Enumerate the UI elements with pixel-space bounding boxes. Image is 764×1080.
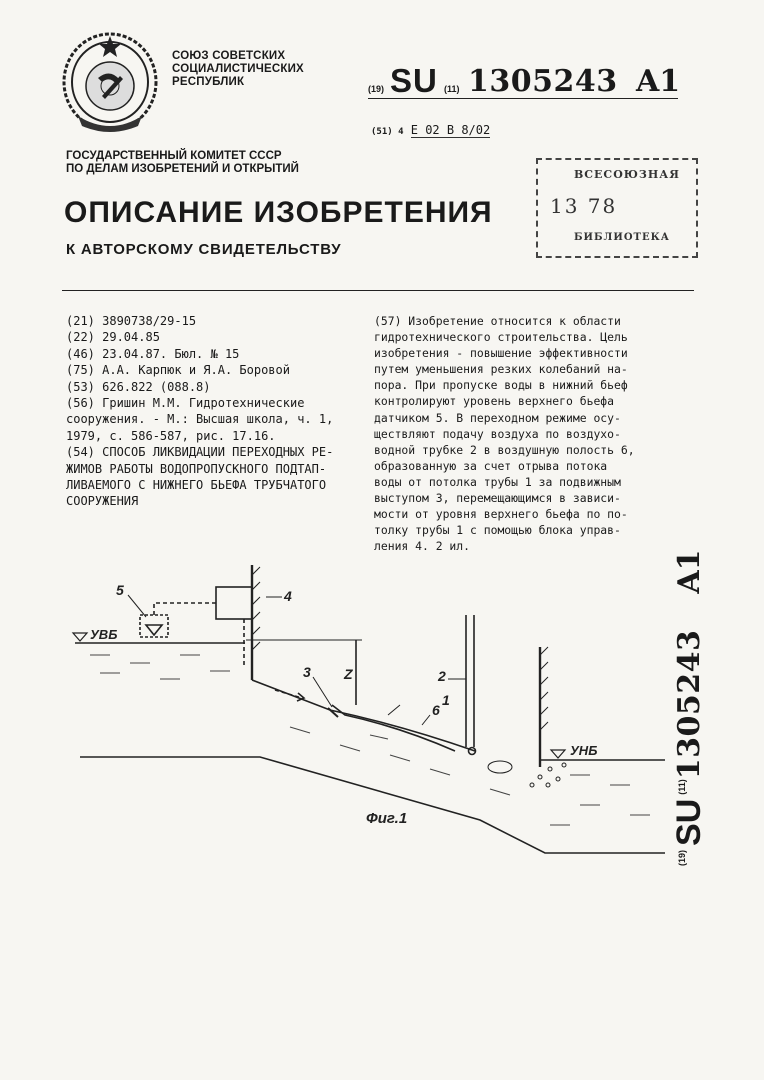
abstract-line: водной трубке 2 в воздушную полость 6, — [374, 442, 635, 457]
biblio-line: сооружения. - М.: Высшая школа, ч. 1, — [66, 412, 334, 427]
figure-1-drawing — [70, 555, 670, 855]
biblio-line: (22) 29.04.85 — [66, 330, 160, 345]
country-code: SU — [390, 62, 438, 99]
abstract-line: мости от уровня верхнего бьефа по по- — [374, 507, 628, 522]
side-code-19: (19) — [677, 849, 687, 866]
patent-number: 1305243 — [468, 64, 618, 99]
library-stamp — [536, 158, 698, 258]
label-uvb: УВБ — [90, 627, 118, 642]
union-line-2: СОЦИАЛИСТИЧЕСКИХ — [172, 63, 304, 75]
biblio-line: (46) 23.04.87. Бюл. № 15 — [66, 346, 240, 361]
biblio-line: (53) 626.822 (088.8) — [66, 379, 211, 394]
uvb-level-mark-icon — [73, 633, 87, 641]
control-block — [216, 587, 252, 619]
committee-line-2: ПО ДЕЛАМ ИЗОБРЕТЕНИЙ И ОТКРЫТИЙ — [66, 163, 299, 175]
stamp-line-3: БИБЛИОТЕКА — [574, 232, 670, 243]
callout-5: 5 — [116, 582, 124, 598]
callout-3: 3 — [303, 664, 311, 680]
abstract-line: образованную за счет отрыва потока — [374, 458, 608, 473]
ussr-emblem-icon — [58, 28, 162, 136]
tube-ceiling — [252, 680, 475, 751]
side-patent-number-value: 1305243 — [671, 629, 707, 780]
callout-6: 6 — [432, 702, 440, 718]
biblio-line: (56) Гришин М.М. Гидротехнические — [66, 396, 305, 411]
abstract-text — [374, 313, 694, 554]
title-rule — [62, 290, 694, 291]
biblio-line: СООРУЖЕНИЯ — [66, 494, 139, 509]
label-z: Z — [344, 666, 353, 682]
stamp-line-2: 13 78 — [550, 194, 618, 218]
abstract-line: воды от потолка трубы 1 за подвижным — [374, 474, 621, 489]
bibliographic-data — [66, 313, 366, 510]
patent-number-block — [368, 62, 681, 102]
side-code-11: (11) — [677, 779, 687, 795]
unb-level-mark-icon — [551, 750, 565, 758]
code-19: (19) — [368, 84, 385, 94]
header-rule — [368, 98, 678, 99]
water-dashes — [90, 655, 650, 825]
side-patent-kind: A1 — [671, 549, 707, 594]
callout-1: 1 — [442, 692, 450, 708]
outlet-turbulence — [488, 761, 566, 787]
committee-name — [66, 150, 299, 176]
callout-4: 4 — [284, 588, 292, 604]
ipc-classification — [371, 123, 490, 137]
code-11: (11) — [444, 84, 460, 94]
abstract-line: изобретения - повышение эффективности — [374, 346, 628, 361]
union-name — [172, 50, 304, 89]
stamp-line-1: ВСЕСОЮЗНАЯ — [574, 168, 680, 181]
committee-line-1: ГОСУДАРСТВЕННЫЙ КОМИТЕТ СССР — [66, 150, 282, 162]
patent-kind: A1 — [636, 64, 681, 99]
abstract-line: выступом 3, перемещающимся в зависи- — [374, 491, 621, 506]
abstract-line: пора. При пропуске воды в нижний бьеф — [374, 378, 628, 393]
callout-2: 2 — [438, 668, 446, 684]
biblio-line: (54) СПОСОБ ЛИКВИДАЦИИ ПЕРЕХОДНЫХ РЕ- — [66, 445, 334, 460]
label-unb: УНБ — [570, 743, 598, 758]
ipc-label: (51) 4 — [371, 127, 404, 137]
ipc-code: E 02 B 8/02 — [410, 123, 491, 137]
abstract-line: датчиком 5. В переходном режиме осу- — [374, 410, 621, 425]
biblio-line: (75) А.А. Карпюк и Я.А. Боровой — [66, 363, 290, 378]
abstract-line: гидротехнического строительства. Цель — [374, 330, 628, 345]
abstract-line: ления 4. 2 ил. — [374, 539, 471, 554]
level-sensor-box — [140, 615, 168, 637]
figure-caption: Фиг.1 — [366, 810, 408, 827]
union-line-3: РЕСПУБЛИК — [172, 76, 245, 88]
side-patent-number — [664, 548, 714, 866]
document-title: ОПИСАНИЕ ИЗОБРЕТЕНИЯ — [64, 196, 493, 229]
biblio-line: ЖИМОВ РАБОТЫ ВОДОПРОПУСКНОГО ПОДТАП- — [66, 461, 327, 476]
abstract-line: путем уменьшения резких колебаний на- — [374, 362, 628, 377]
abstract-line: толку трубы 1 с помощью блока управ- — [374, 523, 621, 538]
abstract-line: ществляют подачу воздуха по воздухо- — [374, 426, 621, 441]
biblio-line: 1979, с. 586-587, рис. 17.16. — [66, 428, 276, 443]
abstract-line: (57) Изобретение относится к области — [374, 314, 621, 328]
side-country-code: SU — [669, 798, 708, 846]
union-line-1: СОЮЗ СОВЕТСКИХ — [172, 50, 286, 62]
biblio-line: (21) 3890738/29-15 — [66, 314, 197, 328]
abstract-line: контролируют уровень верхнего бьефа — [374, 394, 615, 409]
document-subtitle: К АВТОРСКОМУ СВИДЕТЕЛЬСТВУ — [66, 241, 342, 258]
biblio-line: ЛИВАЕМОГО С НИЖНЕГО БЬЕФА ТРУБЧАТОГО — [66, 478, 327, 493]
